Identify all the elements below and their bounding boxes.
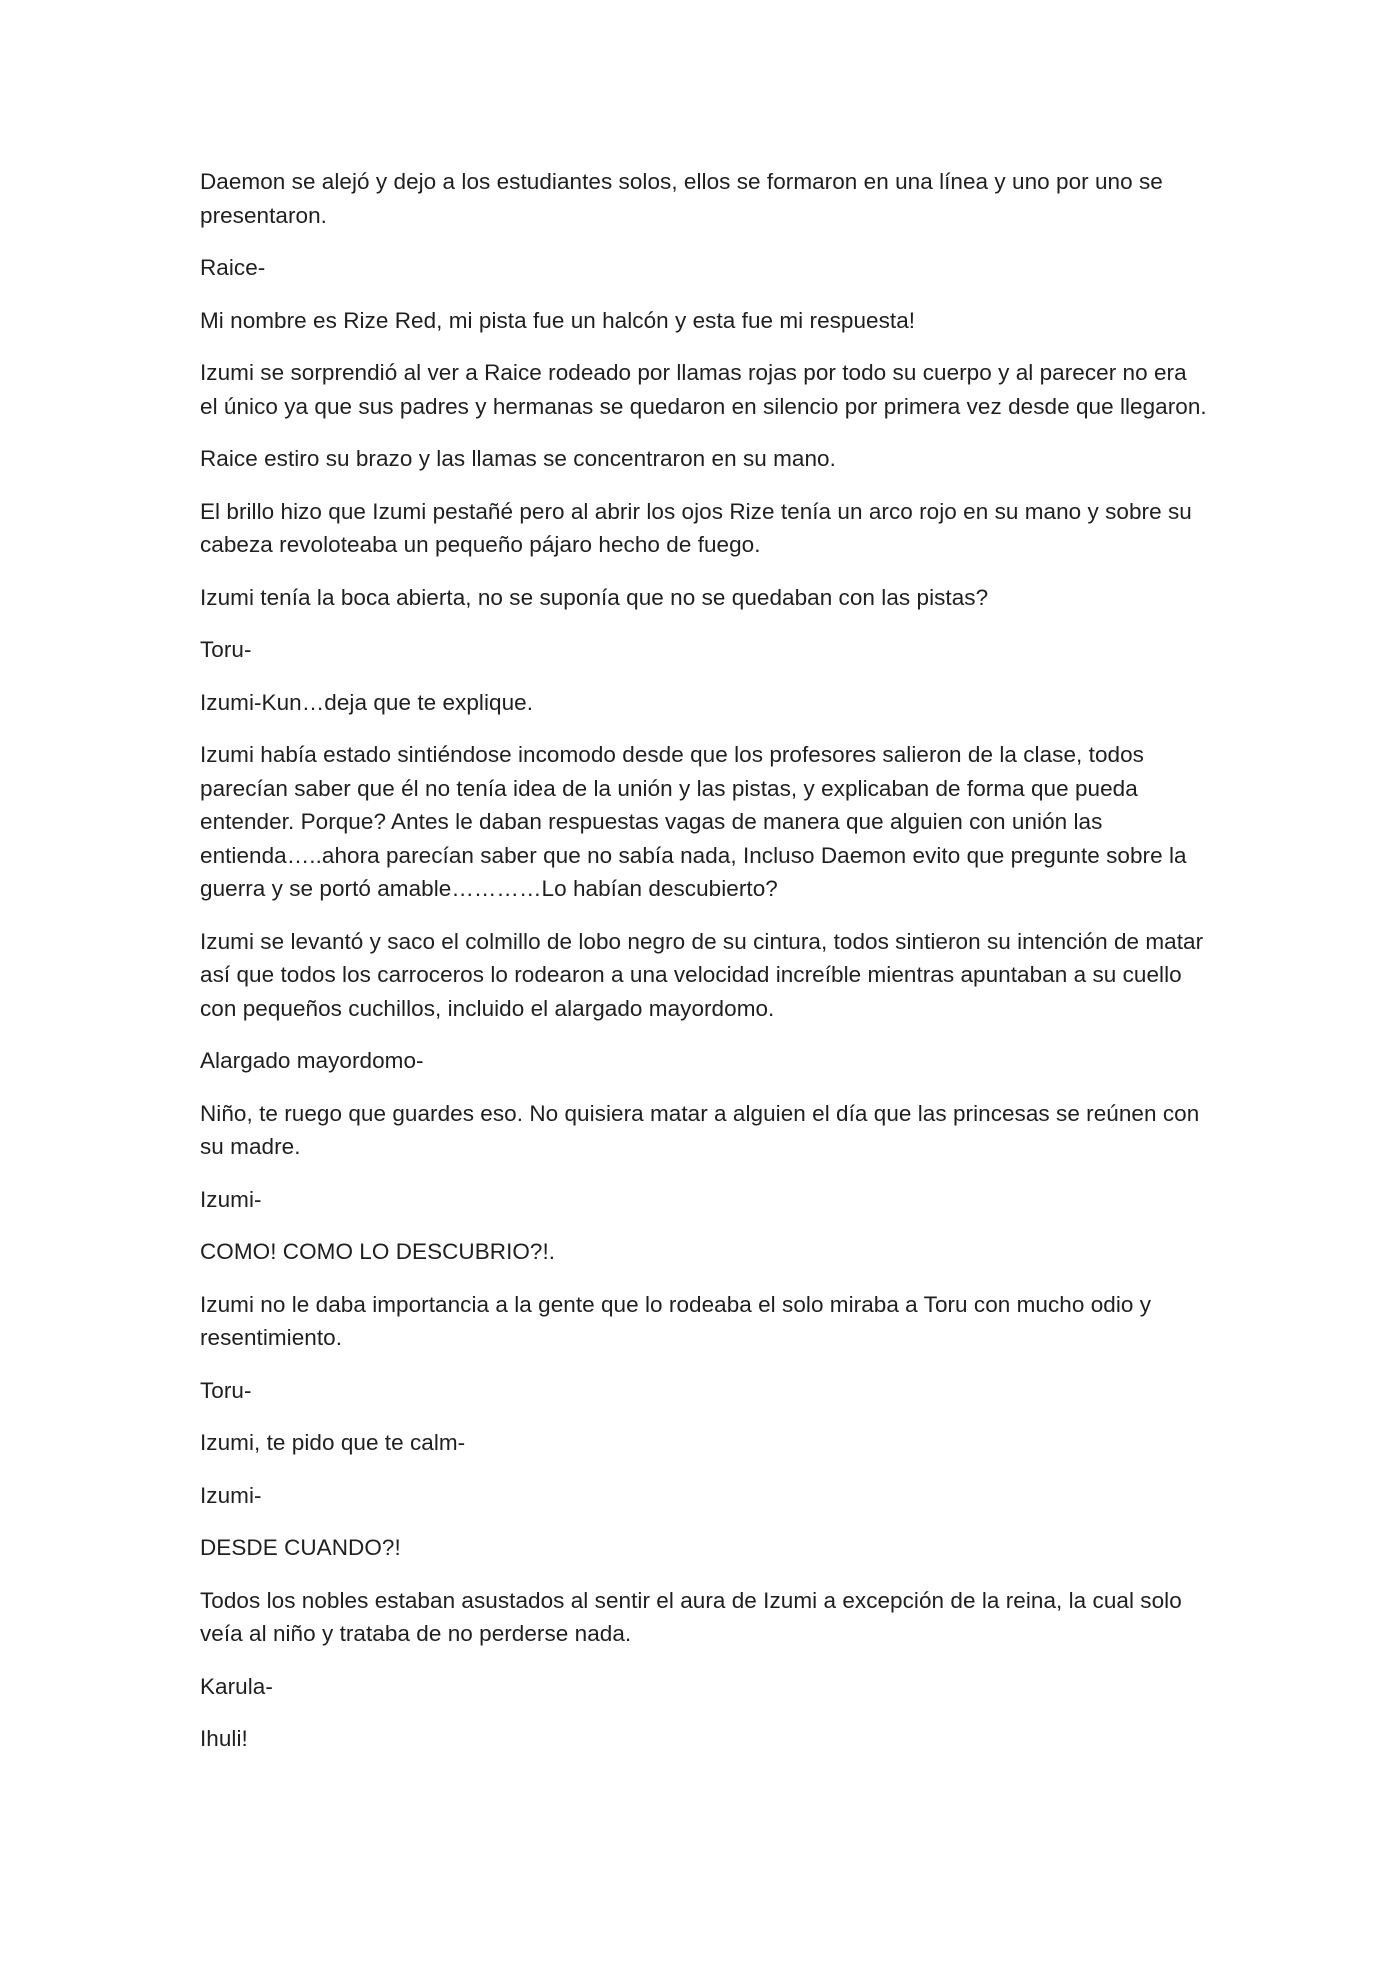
- dialogue-line: Mi nombre es Rize Red, mi pista fue un halcón y esta fue mi respuesta!: [200, 307, 916, 333]
- speaker-raice: Raice-: [200, 255, 266, 280]
- paragraph-1: Daemon se alejó y dejo a los estudiantes solos, ellos se formaron en una línea y uno por uno se presentaron.: [200, 169, 1163, 228]
- paragraph-16: Izumi no le daba importancia a la gente que lo rodeaba el solo miraba a Toru con mucho odio y resentimiento.: [200, 1291, 1152, 1350]
- speaker-karula: Karula-: [200, 1673, 273, 1699]
- speaker-izumi: Izumi-: [200, 1186, 262, 1212]
- speaker-butler: Alargado mayordomo-: [200, 1048, 424, 1073]
- dialogue-line: Izumi, te pido que te calm-: [200, 1430, 466, 1455]
- paragraph-6: El brillo hizo que Izumi pestañé pero al abrir los ojos Rize tenía un arco rojo en su mano y sobre su cabeza revoloteaba un pequeño pájaro hecho de fuego.: [200, 498, 1192, 557]
- document-body: [200, 165, 1210, 1775]
- speaker-toru: Toru-: [200, 637, 252, 662]
- paragraph-10: Izumi había estado sintiéndose incomodo desde que los profesores salieron de la clase, todos parecían saber que él no tenía idea de la unión y las pistas, y explicaban de forma que pueda entender. Porque? Antes le daban respuestas vagas de manera que alguien con unión las entienda…..ahora parecían saber que no sabía nada, Incluso Daemon evito que pregunte sobre la guerra y se portó amable…………Lo habían descubierto?: [200, 742, 1187, 901]
- paragraph-11: Izumi se levantó y saco el colmillo de lobo negro de su cintura, todos sintieron su intención de matar así que todos los carroceros lo rodearon a una velocidad increíble mientras apuntaban a su cuello con pequeños cuchillos, incluido el alargado mayordomo.: [200, 928, 1204, 1021]
- dialogue-line: COMO! COMO LO DESCUBRIO?!.: [200, 1239, 556, 1264]
- paragraph-21: Todos los nobles estaban asustados al sentir el aura de Izumi a excepción de la reina, la cual solo veía al niño y trataba de no perderse nada.: [200, 1587, 1182, 1646]
- speaker-toru: Toru-: [200, 1377, 252, 1403]
- paragraph-4: Izumi se sorprendió al ver a Raice rodeado por llamas rojas por todo su cuerpo y al parecer no era el único ya que sus padres y hermanas se quedaron en silencio por primera vez desde que llegaron.: [200, 360, 1207, 419]
- dialogue-line: Izumi-Kun…deja que te explique.: [200, 689, 533, 715]
- dialogue-line: Ihuli!: [200, 1726, 248, 1751]
- paragraph-5: Raice estiro su brazo y las llamas se concentraron en su mano.: [200, 446, 836, 471]
- dialogue-line: Niño, te ruego que guardes eso. No quisiera matar a alguien el día que las princesas se reúnen con su madre.: [200, 1100, 1200, 1159]
- paragraph-7: Izumi tenía la boca abierta, no se suponía que no se quedaban con las pistas?: [200, 584, 989, 610]
- dialogue-line: DESDE CUANDO?!: [200, 1535, 401, 1560]
- speaker-izumi: Izumi-: [200, 1482, 262, 1508]
